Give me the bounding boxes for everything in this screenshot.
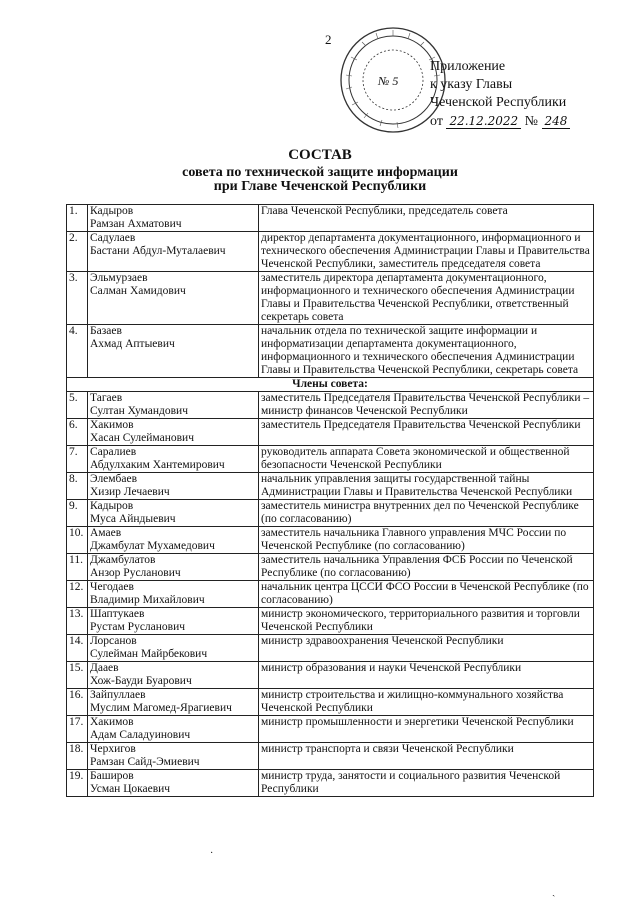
member-surname: Хакимов xyxy=(90,716,134,728)
member-name xyxy=(88,205,259,232)
member-position: руководитель аппарата Совета экономической и общественной безопасности Чеченской Республики xyxy=(259,446,594,473)
table-row xyxy=(67,770,594,797)
member-given-name: Адам Саладуинович xyxy=(90,729,191,741)
member-given-name: Султан Хумандович xyxy=(90,405,188,417)
corner-mark: ˎ xyxy=(552,886,556,897)
member-position: министр образования и науки Чеченской Республики xyxy=(259,662,594,689)
member-given-name: Владимир Михайлович xyxy=(90,594,205,606)
member-position: заместитель Председателя Правительства Чеченской Республики xyxy=(259,419,594,446)
member-surname: Зайпуллаев xyxy=(90,689,146,701)
table-row xyxy=(67,446,594,473)
member-position: заместитель начальника Управления ФСБ России по Чеченской Республике (по согласованию) xyxy=(259,554,594,581)
row-number: 15. xyxy=(67,662,88,689)
appendix-block xyxy=(430,58,570,131)
member-surname: Баширов xyxy=(90,770,134,782)
member-surname: Эльмурзаев xyxy=(90,272,148,284)
table-row xyxy=(67,716,594,743)
row-number: 19. xyxy=(67,770,88,797)
member-name xyxy=(88,446,259,473)
member-surname: Чегодаев xyxy=(90,581,134,593)
row-number: 4. xyxy=(67,325,88,378)
member-given-name: Рустам Русланович xyxy=(90,621,186,633)
member-position: заместитель директора департамента документационного, информационного и технического обеспечения Администрации Главы и Правительства Чеченской Республики, ответственный секретарь совета xyxy=(259,272,594,325)
member-name xyxy=(88,581,259,608)
subtitle-line-1: совета по технической защите информации xyxy=(182,165,458,180)
member-surname: Кадыров xyxy=(90,205,134,217)
member-given-name: Рамзан Ахматович xyxy=(90,218,182,230)
row-number: 9. xyxy=(67,500,88,527)
member-name xyxy=(88,554,259,581)
row-number: 2. xyxy=(67,232,88,272)
appendix-line-1: Приложение xyxy=(430,59,506,74)
member-given-name: Рамзан Сайд-Эмиевич xyxy=(90,756,200,768)
handwritten-date: 22.12.2022 xyxy=(446,114,521,129)
member-position: министр промышленности и энергетики Чеченской Республики xyxy=(259,716,594,743)
member-position: заместитель министра внутренних дел по Чеченской Республике (по согласованию) xyxy=(259,500,594,527)
member-name xyxy=(88,608,259,635)
member-given-name: Усман Цокаевич xyxy=(90,783,171,795)
table-row xyxy=(67,743,594,770)
date-prefix: от xyxy=(430,114,443,129)
member-given-name: Хасан Сулейманович xyxy=(90,432,194,444)
member-given-name: Абдулхаким Хантемирович xyxy=(90,459,225,471)
table-row xyxy=(67,325,594,378)
row-number: 18. xyxy=(67,743,88,770)
appendix-line-2: к указу Главы xyxy=(430,77,513,92)
row-number: 7. xyxy=(67,446,88,473)
member-name xyxy=(88,662,259,689)
row-number: 6. xyxy=(67,419,88,446)
member-surname: Хакимов xyxy=(90,419,134,431)
member-surname: Кадыров xyxy=(90,500,134,512)
member-position: заместитель Председателя Правительства Чеченской Республики – министр финансов Чеченской Республики xyxy=(259,392,594,419)
row-number: 8. xyxy=(67,473,88,500)
row-number: 10. xyxy=(67,527,88,554)
document-title: СОСТАВ xyxy=(288,147,352,163)
row-number: 5. xyxy=(67,392,88,419)
table-row xyxy=(67,419,594,446)
member-given-name: Хизир Лечаевич xyxy=(90,486,170,498)
table-row xyxy=(67,232,594,272)
table-row xyxy=(67,662,594,689)
member-name xyxy=(88,473,259,500)
table-row xyxy=(67,473,594,500)
member-given-name: Муса Айндыевич xyxy=(90,513,176,525)
member-given-name: Бастани Абдул-Муталаевич xyxy=(90,245,226,257)
table-row xyxy=(67,608,594,635)
member-position: директор департамента документационного, информационного и технического обеспечения Администрации Главы и Правительства Чеченской Республики, заместитель председателя совета xyxy=(259,232,594,272)
member-surname: Тагаев xyxy=(90,392,123,404)
subtitle-line-2: при Главе Чеченской Республики xyxy=(213,179,427,194)
member-surname: Саралиев xyxy=(90,446,137,458)
member-given-name: Джамбулат Мухамедович xyxy=(90,540,215,552)
member-given-name: Муслим Магомед-Ярагиевич xyxy=(90,702,232,714)
member-surname: Садулаев xyxy=(90,232,136,244)
member-position: министр здравоохранения Чеченской Республики xyxy=(259,635,594,662)
member-surname: Черхигов xyxy=(90,743,136,755)
member-surname: Шаптукаев xyxy=(90,608,145,620)
members-section-row xyxy=(67,378,594,392)
member-position: начальник управления защиты государственной тайны Администрации Главы и Правительства Чеченской Республики xyxy=(259,473,594,500)
handwritten-number: 248 xyxy=(542,114,571,129)
appendix-date-line xyxy=(430,112,570,131)
member-name xyxy=(88,689,259,716)
member-position: министр строительства и жилищно-коммунального хозяйства Чеченской Республики xyxy=(259,689,594,716)
member-name xyxy=(88,527,259,554)
member-given-name: Сулейман Майрбекович xyxy=(90,648,208,660)
table-row xyxy=(67,500,594,527)
footer-mark: · xyxy=(210,848,214,859)
member-given-name: Хож-Бауди Буарович xyxy=(90,675,192,687)
member-position: начальник отдела по технической защите информации и информатизации департамента документационного, информационного и технического обеспечения Администрации Главы и Правительства Чеченской Республики, секретарь совета xyxy=(259,325,594,378)
table-row xyxy=(67,205,594,232)
table-row xyxy=(67,635,594,662)
member-position: министр труда, занятости и социального развития Чеченской Республики xyxy=(259,770,594,797)
row-number: 12. xyxy=(67,581,88,608)
member-given-name: Салман Хамидович xyxy=(90,285,186,297)
member-name xyxy=(88,500,259,527)
member-name xyxy=(88,392,259,419)
row-number: 17. xyxy=(67,716,88,743)
member-surname: Элембаев xyxy=(90,473,138,485)
member-name xyxy=(88,325,259,378)
row-number: 11. xyxy=(67,554,88,581)
member-surname: Базаев xyxy=(90,325,122,337)
member-name xyxy=(88,272,259,325)
table-row xyxy=(67,689,594,716)
table-row xyxy=(67,581,594,608)
council-composition-table xyxy=(66,204,594,797)
member-position: начальник центра ЦССИ ФСО России в Чеченской Республике (по согласованию) xyxy=(259,581,594,608)
table-row xyxy=(67,527,594,554)
member-name xyxy=(88,419,259,446)
member-given-name: Ахмад Аптыевич xyxy=(90,338,175,350)
member-name xyxy=(88,716,259,743)
member-given-name: Анзор Русланович xyxy=(90,567,181,579)
member-name xyxy=(88,743,259,770)
row-number: 14. xyxy=(67,635,88,662)
number-prefix: № xyxy=(524,114,539,129)
member-position: Глава Чеченской Республики, председатель совета xyxy=(259,205,594,232)
member-surname: Амаев xyxy=(90,527,122,539)
seal-number: № 5 xyxy=(378,74,399,88)
member-position: заместитель начальника Главного управления МЧС России по Чеченской Республике (по согласованию) xyxy=(259,527,594,554)
row-number: 13. xyxy=(67,608,88,635)
row-number: 3. xyxy=(67,272,88,325)
member-surname: Дааев xyxy=(90,662,119,674)
document-subtitle xyxy=(0,166,640,194)
page-number: 2 xyxy=(325,32,332,47)
appendix-line-3: Чеченской Республики xyxy=(430,95,567,110)
row-number: 1. xyxy=(67,205,88,232)
member-name xyxy=(88,232,259,272)
row-number: 16. xyxy=(67,689,88,716)
table-row xyxy=(67,554,594,581)
member-surname: Лорсанов xyxy=(90,635,137,647)
member-surname: Джамбулатов xyxy=(90,554,156,566)
members-section-header: Члены совета: xyxy=(67,378,594,392)
member-position: министр экономического, территориального развития и торговли Чеченской Республики xyxy=(259,608,594,635)
member-position: министр транспорта и связи Чеченской Республики xyxy=(259,743,594,770)
table-row xyxy=(67,392,594,419)
member-name xyxy=(88,635,259,662)
member-name xyxy=(88,770,259,797)
table-row xyxy=(67,272,594,325)
